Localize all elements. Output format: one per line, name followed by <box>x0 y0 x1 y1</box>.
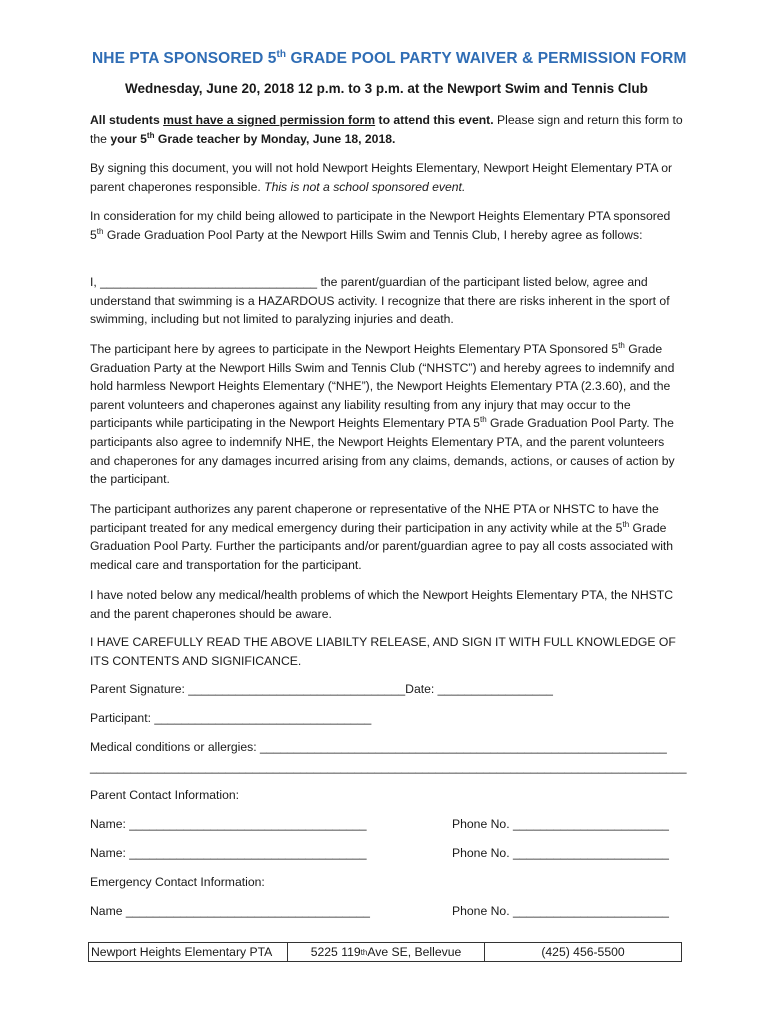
indemnity-clause: The participant here by agrees to participate in the Newport Heights Elementary PTA Sponsored 5th Grade Graduation Party at the Newport Hills Swim and Tennis Club (“NHSTC”) and hereby agrees to indemnify and hold harmless Newport Heights Elementary (“NHE”), the Newport Heights Elementary PTA (2.3.60), and the parent volunteers and chaperones against any liability resulting from any injury that may occur to the participants while participating in the Newport Heights Elementary PTA 5th Grade Graduation Pool Party. The participants also agree to indemnify NHE, the Newport Heights Elementary PTA, and the parent volunteers and chaperones for any damages incurred arising from any claims, demands, actions, or causes of action by the participant. <box>90 340 675 487</box>
event-details: Wednesday, June 20, 2018 12 p.m. to 3 p.m. at the Newport Swim and Tennis Club <box>125 81 648 96</box>
parent-phone-field-1[interactable]: Phone No. _______________________ <box>452 817 669 831</box>
medical-conditions-continuation[interactable]: ________________________________________________________________________________________ <box>90 760 687 774</box>
parent-signature-field[interactable]: Parent Signature: ________________________________Date: _________________ <box>90 682 553 696</box>
participant-field[interactable]: Participant: ________________________________ <box>90 711 372 725</box>
consideration-clause: In consideration for my child being allowed to participate in the Newport Heights Elementary PTA sponsored 5th Grade Graduation Pool Party at the Newport Hills Swim and Tennis Club, I hereby agree as follows: <box>90 209 671 242</box>
parent-phone-field-2[interactable]: Phone No. _______________________ <box>452 846 669 860</box>
liability-notice: By signing this document, you will not hold Newport Heights Elementary, Newport Height Elementary PTA or parent chaperones responsible. This is not a school sponsored event. <box>90 161 673 194</box>
medical-conditions-field[interactable]: Medical conditions or allergies: ____________________________________________________________ <box>90 740 667 754</box>
submission-instructions: All students must have a signed permission form to attend this event. Please sign and return this form to the your 5th Grade teacher by Monday, June 18, 2018. <box>90 113 683 146</box>
medical-disclosure-clause: I have noted below any medical/health problems of which the Newport Heights Elementary PTA, the NHSTC and the parent chaperones should be aware. <box>90 588 674 621</box>
guardian-acknowledgement: I, ________________________________ the parent/guardian of the participant listed below, agree and understand that swimming is a HAZARDOUS activity. I recognize that there are risks inherent in the sport of swimming, including but not limited to paralyzing injuries and death. <box>90 275 670 327</box>
emergency-name-field[interactable]: Name ____________________________________ <box>90 904 370 918</box>
emergency-phone-field[interactable]: Phone No. _______________________ <box>452 904 669 918</box>
emergency-contact-heading: Emergency Contact Information: <box>90 875 265 889</box>
footer-phone: (425) 456-5500 <box>541 945 625 959</box>
footer-address: 5225 119 th Ave SE, Bellevue <box>288 943 485 961</box>
footer-org-name: Newport Heights Elementary PTA <box>89 943 288 961</box>
parent-name-field-1[interactable]: Name: ___________________________________ <box>90 817 367 831</box>
parent-name-field-2[interactable]: Name: ___________________________________ <box>90 846 367 860</box>
release-acknowledgement: I HAVE CAREFULLY READ THE ABOVE LIABILTY RELEASE, AND SIGN IT WITH FULL KNOWLEDGE OF ITS CONTENTS AND SIGNIFICANCE. <box>90 635 676 668</box>
form-title: NHE PTA SPONSORED 5th GRADE POOL PARTY WAIVER & PERMISSION FORM <box>92 49 687 68</box>
footer-contact-table <box>88 942 682 962</box>
parent-contact-heading: Parent Contact Information: <box>90 788 240 802</box>
medical-authorization-clause: The participant authorizes any parent chaperone or representative of the NHE PTA or NHSTC to have the participant treated for any medical emergency during their participation in any activity while at the 5th Grade Graduation Pool Party. Further the participants and/or parent/guardian agree to pay all costs associated with medical care and transportation for the participant. <box>90 502 674 572</box>
